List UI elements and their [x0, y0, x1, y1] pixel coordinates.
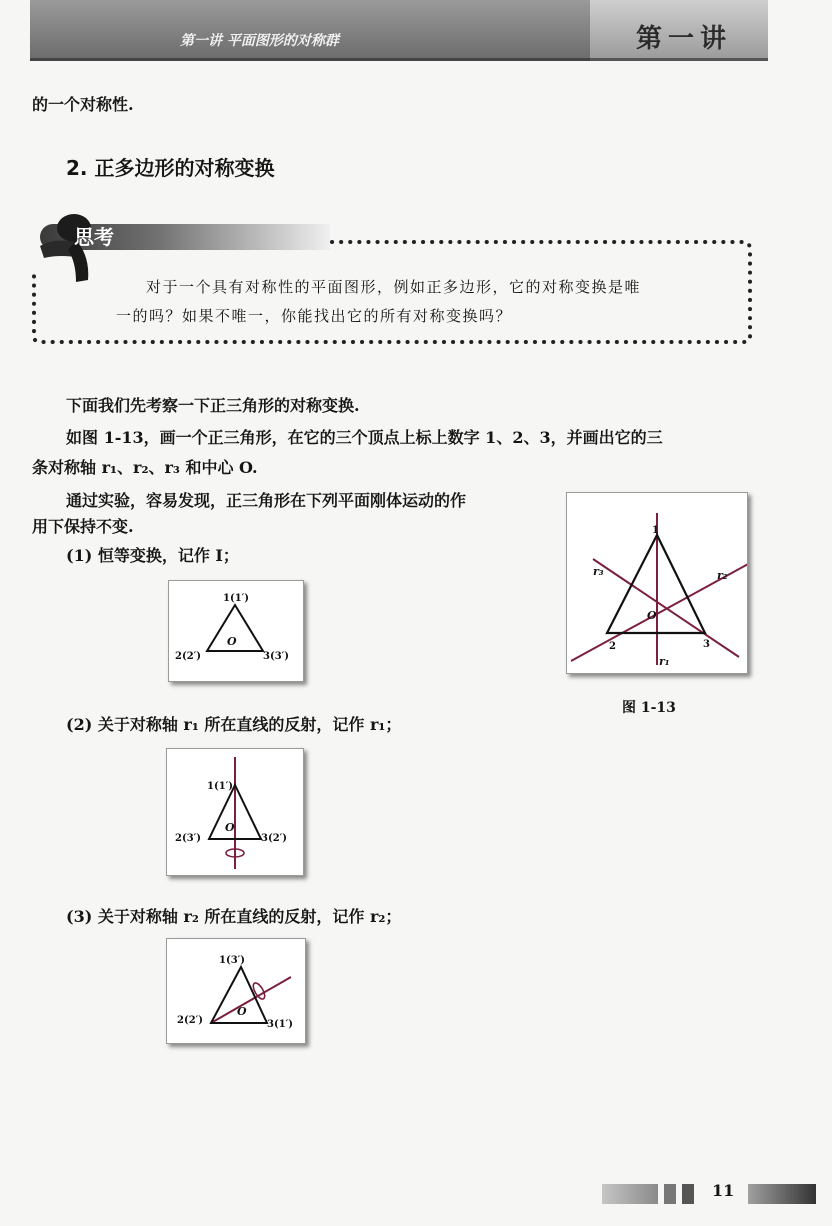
axis-r2-label: r₂: [717, 569, 728, 582]
vertex-2-label: 2: [609, 641, 616, 652]
page-number: 11: [712, 1181, 735, 1200]
list-item-2: (2) 关于对称轴 r₁ 所在直线的反射，记作 r₁；: [66, 715, 402, 734]
list-item-1: (1) 恒等变换，记作 I；: [66, 546, 239, 565]
paragraph-3-line-2: 用下保持不变.: [32, 517, 134, 536]
paragraph-continuation: 的一个对称性.: [32, 95, 134, 114]
footer-block-2: [682, 1184, 694, 1204]
r2-top-label: 1(3′): [219, 955, 246, 966]
paragraph-2-line-2: 条对称轴 r₁、r₂、r₃ 和中心 O.: [32, 458, 258, 477]
r2-left-label: 2(2′): [177, 1015, 204, 1026]
footer-bar-left: [602, 1184, 658, 1204]
list-item-3: (3) 关于对称轴 r₂ 所在直线的反射，记作 r₂；: [66, 907, 402, 926]
identity-right-label: 3(3′): [263, 651, 290, 662]
r2-right-label: 3(1′): [267, 1019, 294, 1030]
r1-center-label: O: [225, 821, 235, 834]
axis-r3-label: r₃: [593, 565, 604, 578]
r1-left-label: 2(3′): [175, 833, 202, 844]
axis-r1-label: r₁: [659, 655, 670, 668]
figure-identity: [168, 580, 304, 682]
identity-center-label: O: [227, 635, 237, 648]
figure-caption: 图 1-13: [622, 700, 676, 716]
footer-bar-right: [748, 1184, 816, 1204]
figure-1-13: [566, 492, 748, 674]
paragraph-1: 下面我们先考察一下正三角形的对称变换.: [66, 396, 360, 415]
r1-right-label: 3(2′): [261, 833, 288, 844]
paragraph-2-line-1: 如图 1-13，画一个正三角形，在它的三个顶点上标上数字 1、2、3，并画出它的三: [66, 428, 663, 447]
identity-top-label: 1(1′): [223, 593, 250, 604]
header-lecture-mark: 第一讲: [636, 24, 733, 54]
think-line-2: 一的吗？如果不唯一，你能找出它的所有对称变换吗？: [116, 307, 513, 325]
header-title: 第一讲 平面图形的对称群: [180, 33, 339, 49]
think-label: 思考: [74, 225, 114, 249]
section-title: 2. 正多边形的对称变换: [66, 156, 275, 180]
paragraph-3-line-1: 通过实验，容易发现，正三角形在下列平面刚体运动的作: [66, 491, 467, 510]
vertex-1-label: 1: [652, 525, 659, 536]
center-label: O: [647, 609, 657, 622]
figure-reflection-r1: [166, 748, 304, 876]
footer-block-1: [664, 1184, 676, 1204]
figure-reflection-r2: [166, 938, 306, 1044]
identity-left-label: 2(2′): [175, 651, 202, 662]
think-line-1: 对于一个具有对称性的平面图形，例如正多边形，它的对称变换是唯: [146, 278, 642, 296]
r2-center-label: O: [237, 1005, 247, 1018]
page-header: [0, 0, 832, 60]
vertex-3-label: 3: [703, 639, 710, 650]
r1-top-label: 1(1′): [207, 781, 234, 792]
